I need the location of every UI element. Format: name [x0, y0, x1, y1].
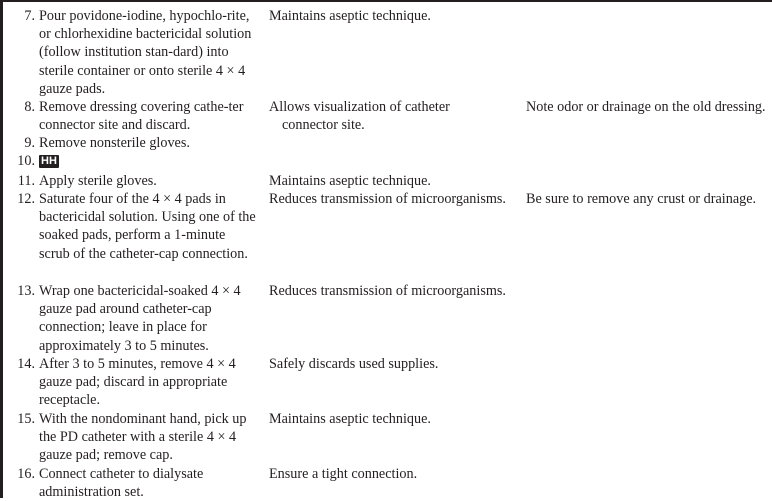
rationale: Reduces transmission of microorganisms.: [269, 283, 506, 299]
step-13: [7, 282, 259, 355]
step-number: 14.: [17, 356, 35, 372]
step-9: [7, 134, 259, 152]
rationale: Safely discards used supplies.: [269, 356, 439, 372]
step-text: Remove nonsterile gloves.: [39, 135, 190, 151]
special-consideration: Be sure to remove any crust or drainage.: [526, 191, 757, 207]
step-10: [7, 152, 259, 170]
special-consideration: Note odor or drainage on the old dressing.: [526, 99, 766, 115]
step-14: [7, 355, 259, 410]
step-text: Remove dressing covering cathe-ter connector site and discard.: [39, 99, 244, 134]
rationale: Reduces transmission of microorganisms.: [269, 191, 506, 207]
step-number: 8.: [24, 99, 35, 115]
rationale: Allows visualization of catheter connector site.: [269, 99, 450, 134]
step-text: Connect catheter to dialysate administration set.: [39, 466, 204, 501]
step-15: [7, 410, 259, 465]
step-text: With the nondominant hand, pick up the PD catheter with a sterile 4 × 4 gauze pad; remove cap.: [39, 411, 247, 464]
step-8: [7, 98, 259, 134]
step-number: 7.: [24, 8, 35, 24]
step-11: [7, 172, 259, 190]
step-text: Wrap one bactericidal-soaked 4 × 4 gauze pad around catheter-cap connection; leave in place for approximately 3 to 5 minutes.: [39, 283, 241, 354]
rationale: Maintains aseptic technique.: [269, 411, 431, 427]
step-number: 9.: [24, 135, 35, 151]
rationale: Ensure a tight connection.: [269, 466, 418, 482]
step-number: 13.: [17, 283, 35, 299]
step-number: 10.: [17, 153, 35, 169]
rationale: Maintains aseptic technique.: [269, 8, 431, 24]
step-number: 11.: [17, 173, 35, 189]
step-number: 16.: [17, 466, 35, 482]
hand-hygiene-icon: HH: [41, 155, 57, 167]
step-text: After 3 to 5 minutes, remove 4 × 4 gauze pad; discard in appropriate receptacle.: [39, 356, 236, 409]
step-text: Apply sterile gloves.: [39, 173, 157, 189]
step-number: 15.: [17, 411, 35, 427]
step-text: Pour povidone-iodine, hypochlo-rite, or chlorhexidine bactericidal solution (follow institution stan-dard) into sterile container or onto sterile 4 × 4 gauze pads.: [39, 8, 252, 97]
step-12: [7, 190, 259, 263]
step-text: Saturate four of the 4 × 4 pads in bactericidal solution. Using one of the soaked pads, perform a 1-minute scrub of the catheter-cap connection.: [39, 191, 256, 262]
rationale: Maintains aseptic technique.: [269, 173, 431, 189]
step-16: [7, 465, 259, 501]
step-7: [7, 7, 259, 98]
step-number: 12.: [17, 191, 35, 207]
